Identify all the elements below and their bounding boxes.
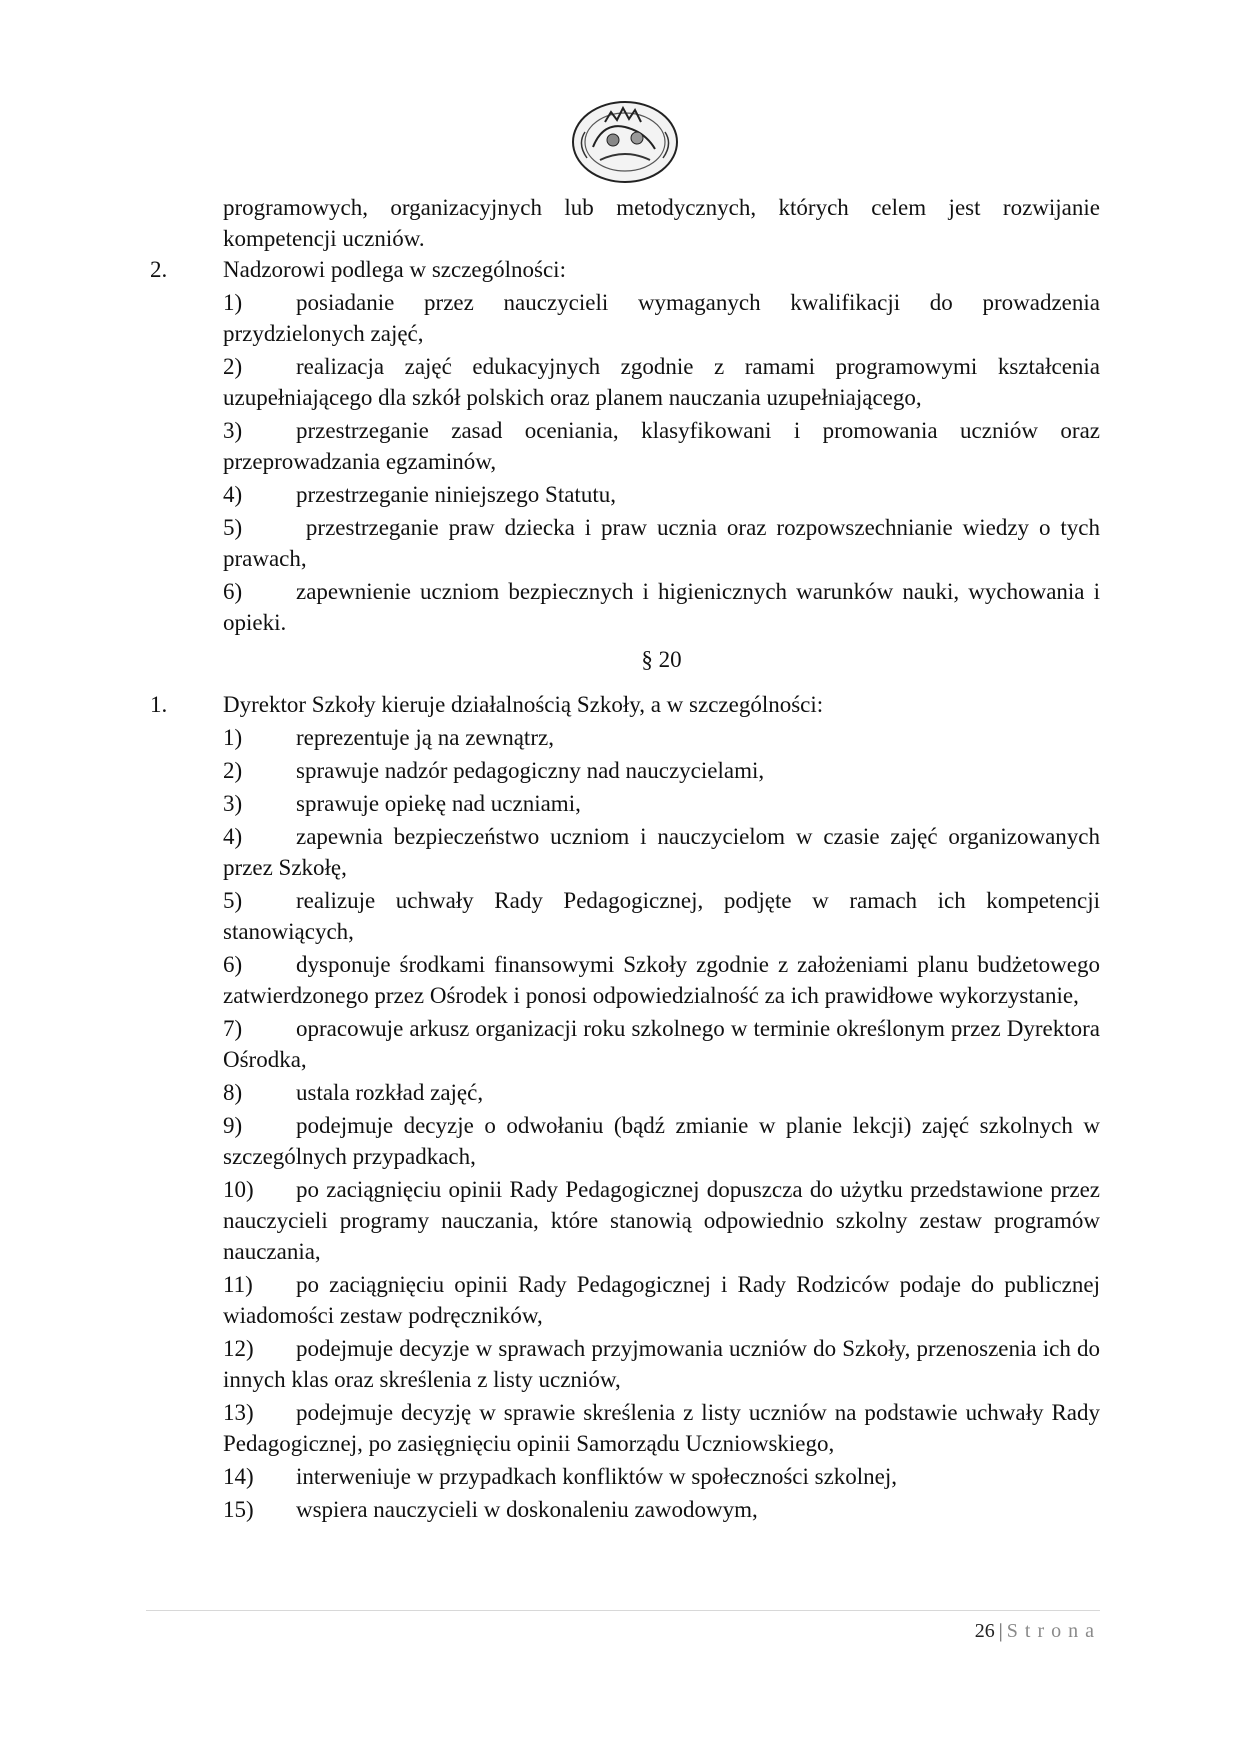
list-item-text: interweniuje w przypadkach konfliktów w społeczności szkolnej, [296, 1464, 898, 1489]
list-item [150, 821, 1100, 883]
list-item [150, 1397, 1100, 1459]
list-item-text: podejmuje decyzje o odwołaniu (bądź zmianie w planie lekcji) zajęć szkolnych w szczególnych przypadkach, [223, 1113, 1100, 1169]
list-item-text: po zaciągnięciu opinii Rady Pedagogicznej dopuszcza do użytku przedstawione przez nauczycieli programy nauczania, które stanowią odpowiednio szkolny zestaw programów nauczania, [223, 1177, 1100, 1264]
point-2 [150, 254, 1100, 285]
list-item [150, 479, 1100, 510]
point-1 [150, 689, 1100, 720]
list-item-text: ustala rozkład zajęć, [296, 1080, 484, 1105]
point-text: Dyrektor Szkoły kieruje działalnością Szkoły, a w szczególności: [223, 692, 824, 717]
list-item-number: 5) [223, 888, 243, 913]
list-item-text: przestrzeganie zasad oceniania, klasyfikowani i promowania uczniów oraz przeprowadzania egzaminów, [223, 418, 1100, 474]
page-number: 26 [974, 1620, 995, 1642]
continuation-paragraph: programowych, organizacyjnych lub metodycznych, których celem jest rozwijanie kompetencji uczniów. [223, 195, 1100, 251]
list-item [150, 1494, 1100, 1525]
list-item [150, 1269, 1100, 1331]
list-item [150, 1077, 1100, 1108]
list-item-text: dysponuje środkami finansowymi Szkoły zgodnie z założeniami planu budżetowego zatwierdzonego przez Ośrodek i ponosi odpowiedzialność za ich prawidłowe wykorzystanie, [223, 952, 1100, 1008]
list-item [150, 1013, 1100, 1075]
point-1-list [150, 722, 1100, 1525]
point-number: 2. [150, 257, 168, 282]
list-item [150, 949, 1100, 1011]
document-body [150, 192, 1100, 1525]
footer-separator: | [998, 1620, 1003, 1642]
list-item-text: realizacja zajęć edukacyjnych zgodnie z ramami programowymi kształcenia uzupełniającego dla szkół polskich oraz planem nauczania uzupełniającego, [223, 354, 1100, 410]
list-item-text: opracowuje arkusz organizacji roku szkolnego w terminie określonym przez Dyrektora Ośrodka, [223, 1016, 1100, 1072]
list-item [150, 885, 1100, 947]
list-item-text: podejmuje decyzję w sprawie skreślenia z listy uczniów na podstawie uchwały Rady Pedagogicznej, po zasięgnięciu opinii Samorządu Uczniowskiego, [223, 1400, 1100, 1456]
list-item-number: 6) [223, 579, 243, 604]
list-item-number: 11) [223, 1272, 253, 1297]
section-heading: § 20 [641, 647, 682, 672]
list-item [150, 415, 1100, 477]
list-item [150, 351, 1100, 413]
list-item [150, 512, 1100, 574]
list-item-number: 4) [223, 482, 243, 507]
school-emblem-icon [565, 92, 685, 188]
list-item-number: 1) [223, 290, 243, 315]
list-item-number: 12) [223, 1336, 254, 1361]
list-item-number: 1) [223, 725, 243, 750]
list-item-number: 2) [223, 758, 243, 783]
list-item-number: 8) [223, 1080, 243, 1105]
list-item-text: podejmuje decyzje w sprawach przyjmowania uczniów do Szkoły, przenoszenia ich do innych klas oraz skreślenia z listy uczniów, [223, 1336, 1100, 1392]
list-item [150, 1333, 1100, 1395]
list-item-number: 5) [223, 515, 243, 540]
list-item-text: zapewnienie uczniom bezpiecznych i higienicznych warunków nauki, wychowania i opieki. [223, 579, 1100, 635]
point-number: 1. [150, 692, 168, 717]
list-item-text: po zaciągnięciu opinii Rady Pedagogicznej i Rady Rodziców podaje do publicznej wiadomości zestaw podręczników, [223, 1272, 1100, 1328]
list-item [150, 1174, 1100, 1267]
list-item-number: 9) [223, 1113, 243, 1138]
list-item [150, 1110, 1100, 1172]
list-item-text: wspiera nauczycieli w doskonaleniu zawodowym, [296, 1497, 758, 1522]
list-item [150, 788, 1100, 819]
list-item-number: 15) [223, 1497, 254, 1522]
point-text: Nadzorowi podlega w szczególności: [223, 257, 566, 282]
list-item-text: realizuje uchwały Rady Pedagogicznej, podjęte w ramach ich kompetencji stanowiących, [223, 888, 1100, 944]
list-item [150, 1461, 1100, 1492]
list-item-number: 3) [223, 791, 243, 816]
footer-divider [146, 1610, 1100, 1611]
list-item-number: 7) [223, 1016, 243, 1041]
list-item [150, 287, 1100, 349]
list-item-text: reprezentuje ją na zewnątrz, [296, 725, 554, 750]
list-item-number: 14) [223, 1464, 254, 1489]
list-item-text: przestrzeganie praw dziecka i praw ucznia oraz rozpowszechnianie wiedzy o tych prawach, [223, 515, 1100, 571]
list-item [150, 755, 1100, 786]
page-footer [975, 1620, 1101, 1643]
list-item-text: posiadanie przez nauczycieli wymaganych kwalifikacji do prowadzenia przydzielonych zajęć, [223, 290, 1100, 346]
point-2-list [150, 287, 1100, 638]
list-item-number: 3) [223, 418, 243, 443]
list-item-text: sprawuje nadzór pedagogiczny nad nauczycielami, [296, 758, 765, 783]
list-item-text: przestrzeganie niniejszego Statutu, [296, 482, 616, 507]
list-item-number: 10) [223, 1177, 254, 1202]
list-item [150, 722, 1100, 753]
list-item-number: 2) [223, 354, 243, 379]
list-item-text: sprawuje opiekę nad uczniami, [296, 791, 581, 816]
list-item-number: 13) [223, 1400, 254, 1425]
list-item-number: 6) [223, 952, 243, 977]
list-item-text: zapewnia bezpieczeństwo uczniom i nauczycielom w czasie zajęć organizowanych przez Szkołę, [223, 824, 1100, 880]
footer-label: Strona [1006, 1620, 1101, 1642]
list-item-number: 4) [223, 824, 243, 849]
list-item [150, 576, 1100, 638]
